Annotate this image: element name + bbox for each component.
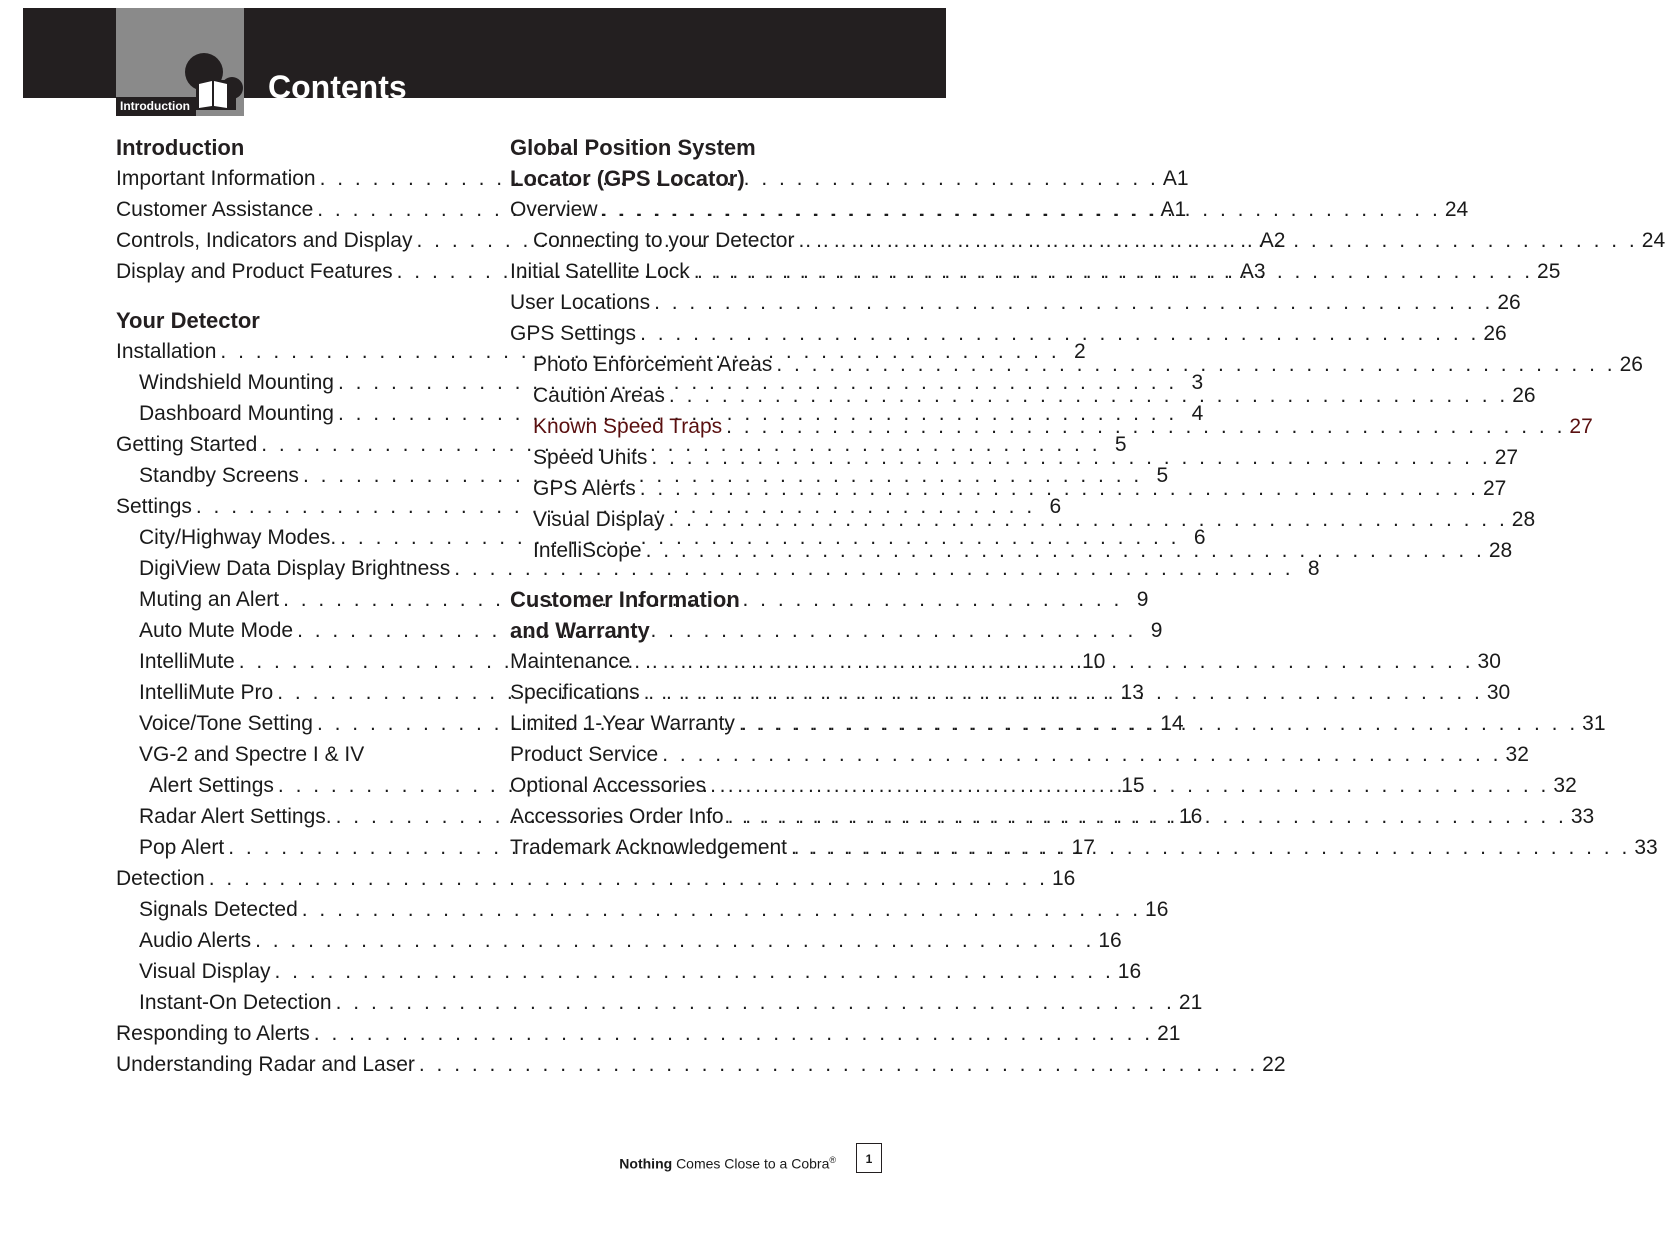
toc-entry-label: Pop Alert [139, 836, 225, 859]
section-tab-label: Introduction [116, 97, 196, 116]
toc-entry-page: 16 [1098, 929, 1122, 952]
toc-entry-label: Initial Satellite Lock [510, 260, 690, 283]
section-heading: Your Detector [116, 308, 260, 333]
toc-entry-label: Limited 1-Year Warranty [510, 712, 735, 735]
toc-entry-label: Speed Units [533, 446, 648, 469]
dot-leader [794, 225, 1641, 256]
toc-entry-page: 14 [1160, 712, 1184, 735]
toc-entry-page: 33 [1570, 805, 1595, 828]
toc-entry-label: Product Service [510, 743, 659, 766]
toc-entry-label: Muting an Alert [139, 588, 280, 611]
toc-entry-label: Visual Display [533, 508, 665, 531]
toc-entry-label: Photo Enforcement Areas [533, 353, 773, 376]
toc-entry-label: Visual Display [139, 960, 271, 983]
toc-entry-page: 28 [1488, 539, 1513, 562]
toc-entry-label: Important Information [116, 167, 316, 190]
toc-entry-page: 32 [1553, 774, 1577, 797]
toc-entry[interactable] [116, 1049, 1286, 1080]
toc-entry-page: 26 [1497, 291, 1521, 314]
toc-entry-page: 4 [1191, 402, 1204, 425]
toc-entry-label: Voice/Tone Setting [139, 712, 313, 735]
toc-entry[interactable] [116, 863, 1076, 894]
toc-entry-label: GPS Settings [510, 322, 637, 345]
section-heading: Introduction [116, 135, 245, 160]
registered-mark: ® [829, 1155, 836, 1165]
toc-entry-page: 22 [1262, 1053, 1286, 1076]
section-heading: Customer Information [510, 587, 740, 612]
toc-entry-label: Trademark Acknowledgement [510, 836, 788, 859]
dot-leader [665, 380, 1512, 411]
toc-entry-label: Alert Settings [149, 774, 274, 797]
dot-leader [271, 956, 1118, 987]
dot-leader [647, 442, 1494, 473]
toc-entry[interactable] [116, 956, 1142, 987]
toc-entry-label: Understanding Radar and Laser [116, 1053, 415, 1076]
toc-entry-page: 3 [1191, 371, 1204, 394]
dot-leader [665, 504, 1512, 535]
dot-leader [298, 894, 1145, 925]
toc-entry-page: 16 [1178, 805, 1203, 828]
section-heading: Locator (GPS Locator) [510, 166, 745, 191]
dot-leader [690, 256, 1537, 287]
toc-entry-page: 21 [1178, 991, 1203, 1014]
toc-entry-page: 33 [1634, 836, 1658, 859]
toc-entry-page: 27 [1494, 446, 1519, 469]
page-title: Contents [268, 69, 407, 105]
toc-entry-label: Connecting to your Detector [533, 229, 795, 252]
toc-entry[interactable] [510, 411, 1593, 442]
toc-entry-label: Installation [116, 340, 217, 363]
toc-entry-label: Dashboard Mounting [139, 402, 334, 425]
toc-entry-page: 25 [1537, 260, 1561, 283]
toc-entry-page: 8 [1307, 557, 1320, 580]
toc-entry[interactable] [510, 318, 1507, 349]
toc-entry-page: 26 [1512, 384, 1536, 407]
dot-leader [735, 708, 1582, 739]
toc-entry-page: 5 [1114, 433, 1127, 456]
dot-leader [724, 801, 1571, 832]
toc-entry-label: Maintenance [510, 650, 631, 673]
toc-entry[interactable] [116, 925, 1122, 956]
dot-leader [787, 832, 1634, 863]
toc-entry-page: 17 [1071, 836, 1095, 859]
book-icon [182, 52, 244, 110]
toc-entry[interactable] [510, 349, 1643, 380]
toc-entry-label: Overview [510, 198, 598, 221]
toc-entry-page: 5 [1156, 464, 1169, 487]
toc-entry-label: Customer Assistance [116, 198, 314, 221]
toc-entry-label: Controls, Indicators and Display [116, 229, 413, 252]
toc-entry-page: 30 [1477, 650, 1501, 673]
toc-entry[interactable] [510, 287, 1521, 318]
toc-entry-label: Windshield Mounting [139, 371, 334, 394]
toc-entry-page: 15 [1121, 774, 1145, 797]
toc-entry-page: A2 [1259, 229, 1286, 252]
toc-entry-label: Signals Detected [139, 898, 298, 921]
toc-entry-page: 10 [1082, 650, 1106, 673]
toc-entry[interactable] [510, 739, 1529, 770]
toc-entry[interactable] [510, 442, 1519, 473]
toc-entry-page: 24 [1641, 229, 1665, 252]
dot-leader [415, 1049, 1262, 1080]
toc-entry-page: 16 [1145, 898, 1169, 921]
toc-entry-label: User Locations [510, 291, 651, 314]
dot-leader [640, 677, 1487, 708]
toc-entry-page: 2 [1074, 340, 1086, 363]
tagline-bold: Nothing [619, 1155, 673, 1172]
toc-entry-page: 31 [1582, 712, 1606, 735]
toc-entry-page: 6 [1049, 495, 1062, 518]
toc-entry-page: A1 [1162, 167, 1189, 190]
dot-leader [251, 925, 1098, 956]
toc-entry-label: GPS Alerts [533, 477, 636, 500]
toc-entry-label: IntelliMute [139, 650, 235, 673]
toc-entry[interactable] [116, 894, 1169, 925]
dot-leader [598, 194, 1445, 225]
toc-entry-label: DigiView Data Display Brightness [139, 557, 451, 580]
toc-entry[interactable] [116, 1018, 1181, 1049]
toc-entry-page: 16 [1117, 960, 1142, 983]
toc-entry-page: 27 [1569, 415, 1593, 438]
toc-entry-label: Specifications [510, 681, 640, 704]
toc-entry-label: Getting Started [116, 433, 258, 456]
toc-entry-label: Accessories Order Info [510, 805, 724, 828]
dot-leader [636, 318, 1483, 349]
toc-entry[interactable] [116, 739, 468, 770]
toc-entry-label: Instant-On Detection [139, 991, 332, 1014]
page-number: 1 [856, 1143, 882, 1173]
section-heading: and Warranty [510, 618, 650, 643]
toc-entry-page: 32 [1505, 743, 1529, 766]
toc-entry-page: 6 [1193, 526, 1206, 549]
toc-entry-page: 24 [1444, 198, 1469, 221]
section-gap [510, 566, 862, 584]
toc-entry-page: 9 [1150, 619, 1163, 642]
toc-entry-label: VG-2 and Spectre I & IV [139, 743, 365, 766]
toc-entry-page: 16 [1052, 867, 1076, 890]
toc-entry[interactable] [510, 473, 1507, 504]
toc-entry-page: 30 [1486, 681, 1511, 704]
toc-entry-label: Audio Alerts [139, 929, 252, 952]
dot-leader [722, 411, 1569, 442]
toc-entry-page: 28 [1511, 508, 1536, 531]
dot-leader [772, 349, 1619, 380]
tagline-rest: Comes Close to a Cobra [676, 1155, 830, 1172]
footer-tagline [619, 1150, 836, 1174]
toc-entry[interactable] [510, 535, 1513, 566]
dot-leader [658, 739, 1505, 770]
dot-leader [636, 473, 1483, 504]
toc-entry[interactable] [510, 380, 1536, 411]
dot-leader [650, 287, 1497, 318]
toc-entry-page: 26 [1619, 353, 1643, 376]
toc-entry-label: Settings [116, 495, 192, 518]
toc-entry-label: City/Highway Modes. [139, 526, 337, 549]
dot-leader [332, 987, 1179, 1018]
toc-entry-page: 13 [1120, 681, 1144, 704]
toc-entry[interactable] [116, 553, 1320, 584]
toc-entry-label: Radar Alert Settings. [139, 805, 332, 828]
toc-entry-label: Optional Accessories [510, 774, 707, 797]
section-gap [116, 287, 468, 305]
toc-entry-label: IntelliMute Pro [139, 681, 274, 704]
toc-entry-label: Responding to Alerts [116, 1022, 310, 1045]
toc-entry-page: A1 [1160, 198, 1187, 221]
toc-entry-page: 21 [1157, 1022, 1181, 1045]
dot-leader [642, 535, 1489, 566]
toc-entry-page: 26 [1483, 322, 1507, 345]
toc-entry-label: IntelliScope [533, 539, 642, 562]
toc-entry-label: Standby Screens [139, 464, 299, 487]
section-heading: Global Position System [510, 135, 756, 160]
dot-leader [630, 646, 1477, 677]
dot-leader [706, 770, 1553, 801]
toc-entry-page: 27 [1482, 477, 1507, 500]
toc-entry-label: Detection [116, 867, 205, 890]
toc-entry-label: Known Speed Traps [533, 415, 723, 438]
toc-entry-label: Caution Areas [533, 384, 665, 407]
toc-entry-page: 9 [1136, 588, 1149, 611]
dot-leader [205, 863, 1052, 894]
toc-entry[interactable] [116, 987, 1203, 1018]
dot-leader [310, 1018, 1157, 1049]
toc-entry[interactable] [510, 504, 1536, 535]
toc-entry-page: A3 [1239, 260, 1266, 283]
toc-entry-label: Display and Product Features [116, 260, 393, 283]
toc-entry-label: Auto Mute Mode [139, 619, 294, 642]
